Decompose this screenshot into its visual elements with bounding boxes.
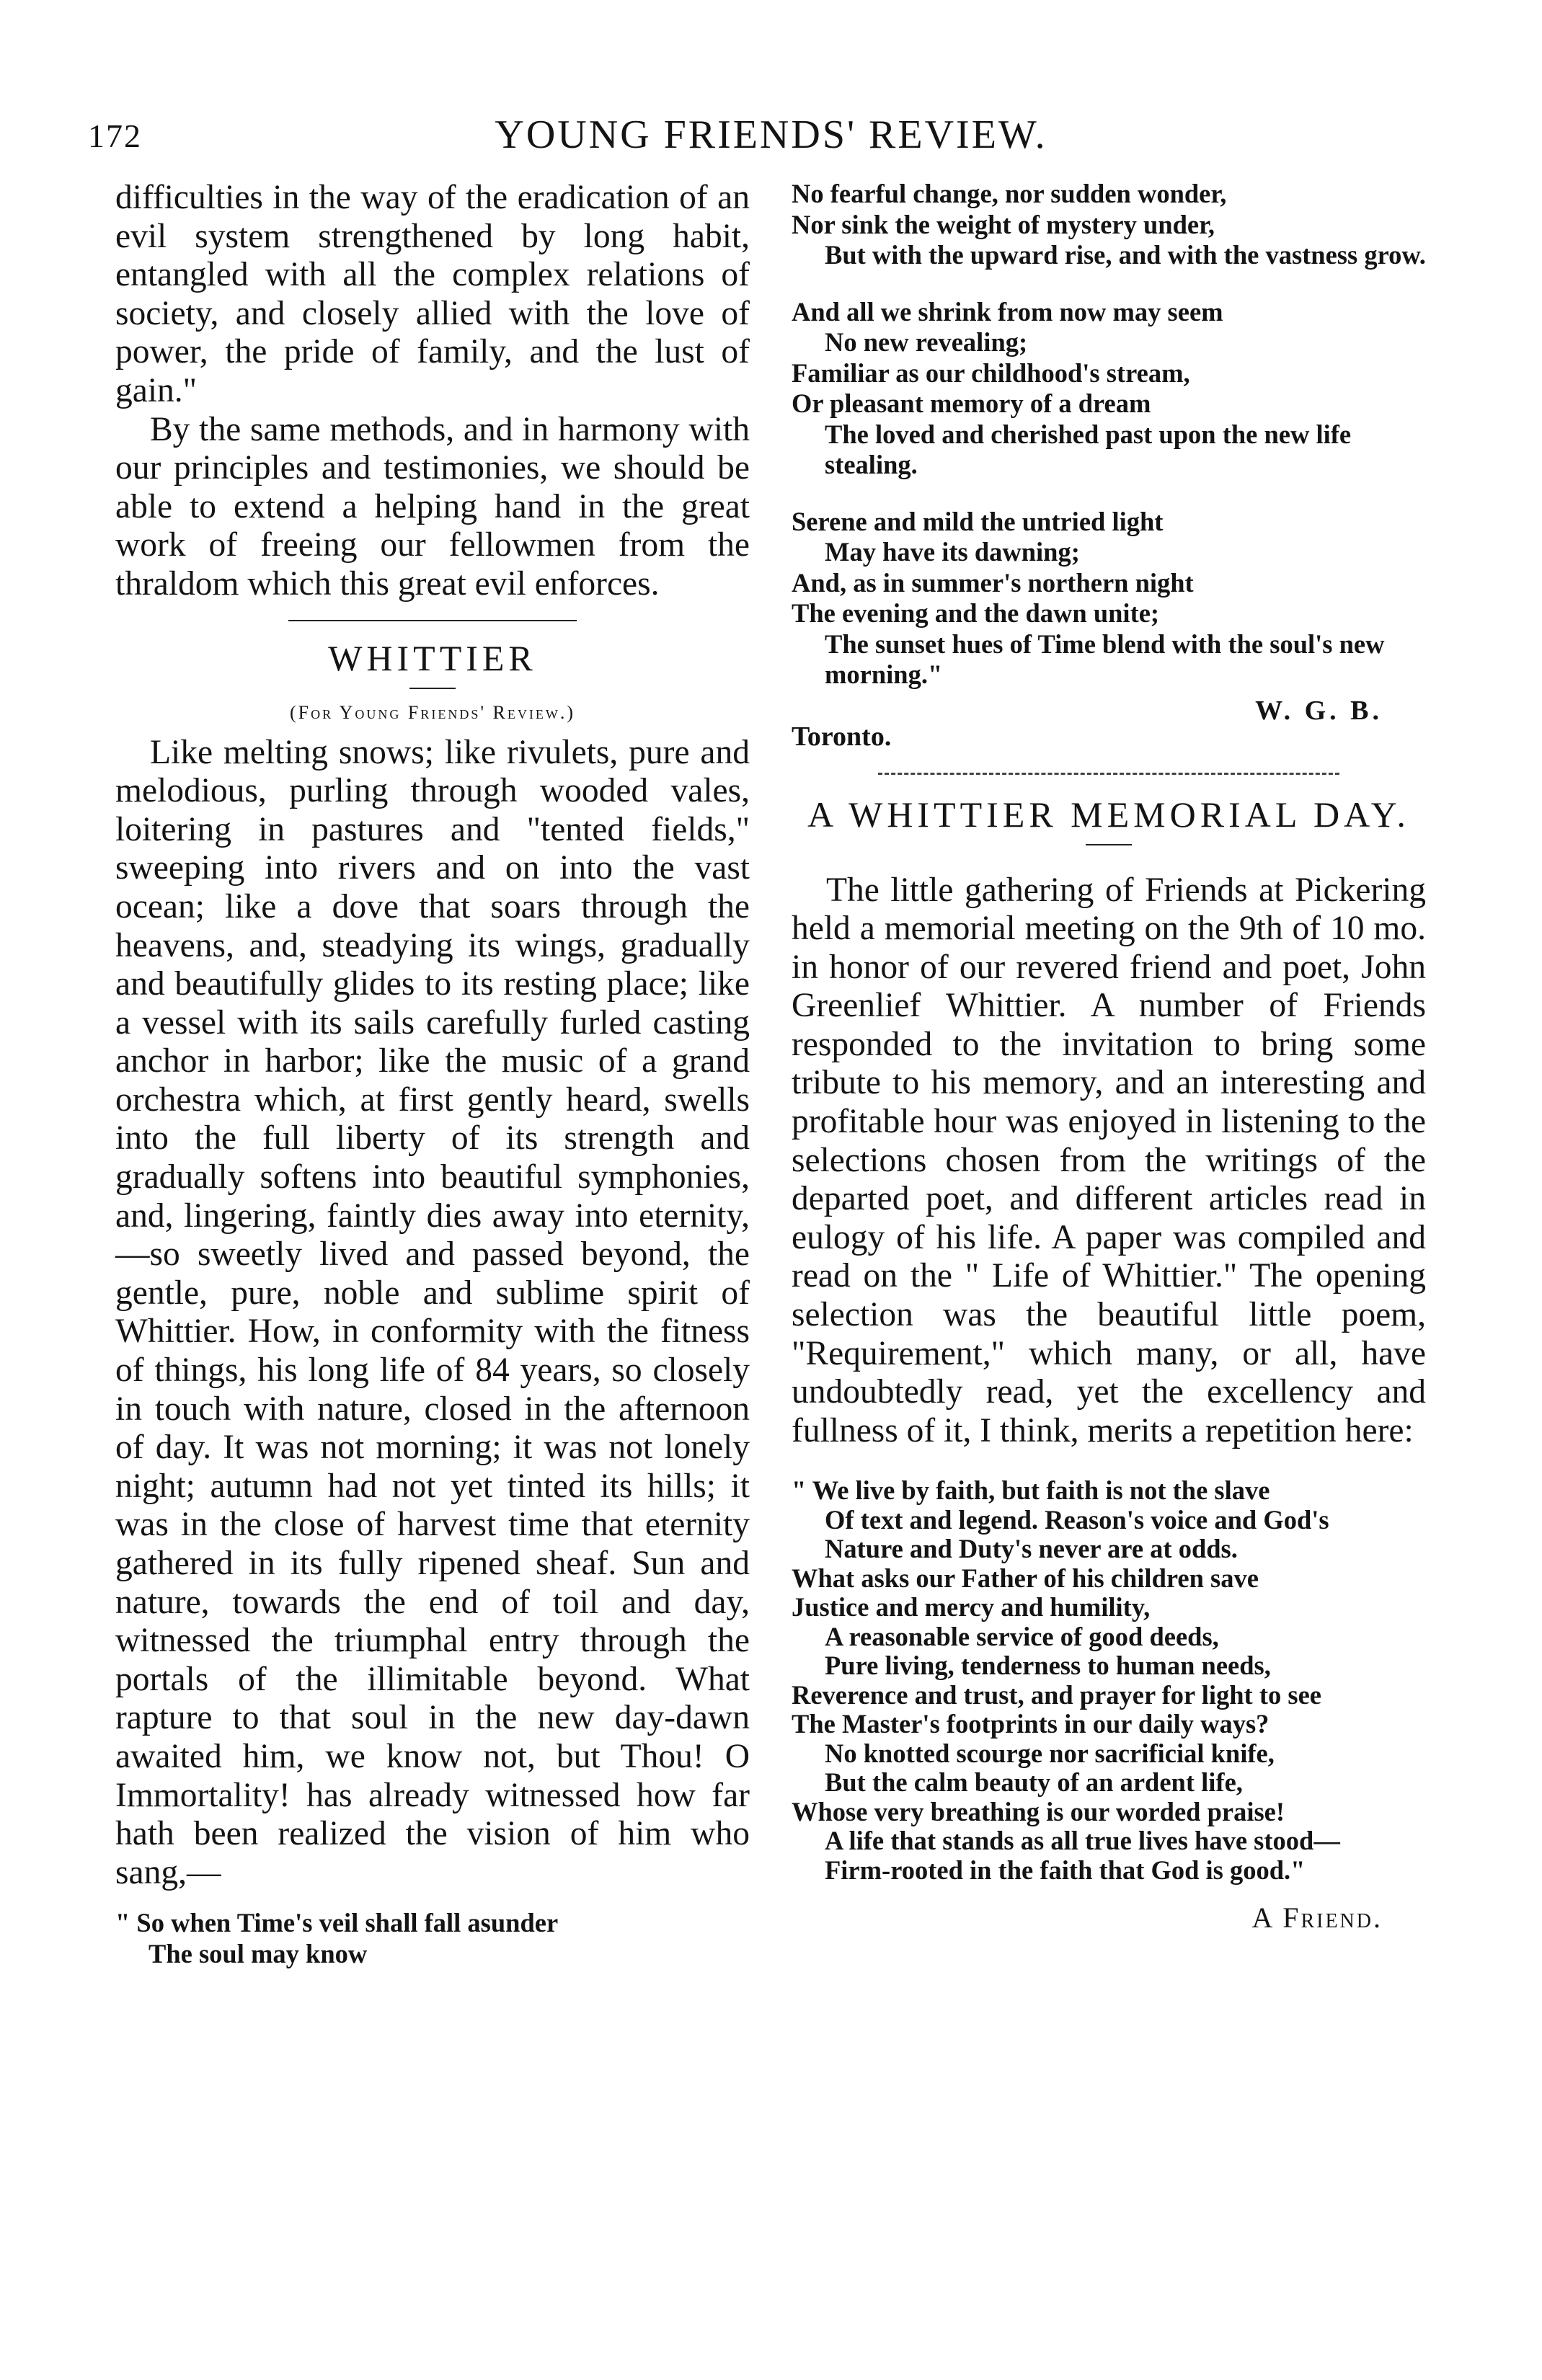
poem-line: Familiar as our childhood's stream, xyxy=(792,358,1190,388)
article-title: A WHITTIER MEMORIAL DAY. xyxy=(807,794,1410,835)
poem-line: Whose very breathing is our worded praise! xyxy=(792,1796,1285,1826)
article-byline: (For Young Friends' Review.) xyxy=(289,701,576,723)
poem-line: The soul may know xyxy=(149,1938,368,1968)
section-divider xyxy=(288,620,577,621)
poem-line: A life that stands as all true lives have stood— xyxy=(825,1826,1340,1856)
poem-line: And, as in summer's northern night xyxy=(792,567,1194,598)
poem-place: Toronto. xyxy=(792,721,892,752)
poem-line: The loved and cherished past upon the new life stealing. xyxy=(825,419,1352,479)
poem-line: No fearful change, nor sudden wonder, xyxy=(792,179,1227,208)
poem-line: " We live by faith, but faith is not the slave xyxy=(792,1475,1270,1506)
poem-line: Serene and mild the untried light xyxy=(792,506,1164,536)
poem-line: Nature and Duty's never are at odds. xyxy=(825,1534,1238,1564)
poem-line: What asks our Father of his children save xyxy=(792,1563,1259,1593)
poem-stanza xyxy=(792,507,1426,691)
poem-line: Reverence and trust, and prayer for light to see xyxy=(792,1679,1321,1710)
article-signature: A Friend. xyxy=(1251,1901,1383,1935)
poem-line: A reasonable service of good deeds, xyxy=(825,1621,1219,1651)
poem-line: But with the upward rise, and with the vastness grow. xyxy=(825,240,1426,270)
poem-stanza xyxy=(792,297,1426,481)
poem-line: " So when Time's veil shall fall asunder xyxy=(115,1908,559,1938)
poem-line: The sunset hues of Time blend with the soul's new morning." xyxy=(825,629,1385,689)
section-divider xyxy=(878,773,1339,775)
poem-line: Nor sink the weight of mystery under, xyxy=(792,209,1215,239)
poem-line: The Master's footprints in our daily ways? xyxy=(792,1709,1270,1739)
continued-paragraph: difficulties in the way of the eradication of an evil system strengthened by long habit, entangled with all the complex relations of society, and closely allied with the love of power, the pride of family, and the lust of gain." xyxy=(115,179,750,409)
article-body: The little gathering of Friends at Pickering held a memorial meeting on the 9th of 10 mo. in honor of our revered friend and poet, John Greenlief Whittier. A number of Friends responded to the invitation to bring some tribute to his memory, and an interesting and profitable hour was enjoyed in listening to the selections chosen from the writings of the departed poet, and different articles read in eulogy of his life. A paper was compiled and read on the " Life of Whittier." The opening selection was the beautiful little poem, "Requirement," which many, or all, have undoubtedly read, yet the excellency and fullness of it, I think, merits a repetition here: xyxy=(792,871,1426,1449)
page-number: 172 xyxy=(88,117,142,154)
poem-line: Firm-rooted in the faith that God is good." xyxy=(825,1855,1306,1885)
continued-paragraph: By the same methods, and in harmony with our principles and testimonies, we should be able to extend a helping hand in the great work of freeing our fellowmen from the thraldom which this great evil enforces. xyxy=(115,410,750,603)
title-rule xyxy=(409,688,456,689)
poem-stanza xyxy=(792,179,1426,271)
poem-line: Pure living, tenderness to human needs, xyxy=(825,1651,1271,1681)
article-body: Like melting snows; like rivulets, pure and melodious, purling through wooded vales, loitering in pastures and "tented fields," sweeping into rivers and on into the vast ocean; like a dove that soars through the heavens, and, steadying its wings, gradually and beautifully glides to its resting place; like a vessel with its sails carefully furled casting anchor in harbor; like the music of a grand orchestra which, at first gently heard, swells into the full liberty of its strength and gradually softens into beautiful symphonies, and, lingering, faintly dies away into eternity,—so sweetly lived and passed beyond, the gentle, pure, noble and sublime spirit of Whittier. How, in conformity with the fitness of things, his long life of 84 years, so closely in touch with nature, closed in the afternoon of day. It was not morning; it was not lonely night; autumn had not yet tinted its hills; it was in the close of harvest time that eternity gathered in its fully ripened sheaf. Sun and nature, towards the end of toil and day, witnessed the triumphal entry through the portals of the illimitable beyond. What rapture to that soul in the new day-dawn awaited him, we know not, but Thou! O Immortality! has already witnessed how far hath been realized the vision of him who sang,— xyxy=(115,733,750,1891)
left-column xyxy=(115,179,750,1969)
poem-line: But the calm beauty of an ardent life, xyxy=(825,1767,1243,1798)
poem-line: And all we shrink from now may seem xyxy=(792,296,1223,327)
poem-line: Or pleasant memory of a dream xyxy=(792,388,1151,418)
poem-quote xyxy=(792,1476,1426,1885)
poem-line: May have its dawning; xyxy=(825,537,1080,567)
poem-signature: W. G. B. xyxy=(1255,695,1383,726)
title-rule xyxy=(1086,844,1132,845)
right-column xyxy=(792,179,1426,1935)
running-title: YOUNG FRIENDS' REVIEW. xyxy=(495,112,1047,157)
poem-line: No new revealing; xyxy=(825,327,1028,357)
poem-line: No knotted scourge nor sacrificial knife, xyxy=(825,1738,1275,1768)
poem-line: Justice and mercy and humility, xyxy=(792,1592,1151,1622)
poem-quote xyxy=(115,1908,750,1969)
poem-continuation xyxy=(792,179,1426,691)
poem-line: Of text and legend. Reason's voice and God's xyxy=(825,1504,1329,1535)
article-title: WHITTIER xyxy=(328,637,537,678)
poem-line: The evening and the dawn unite; xyxy=(792,598,1160,628)
